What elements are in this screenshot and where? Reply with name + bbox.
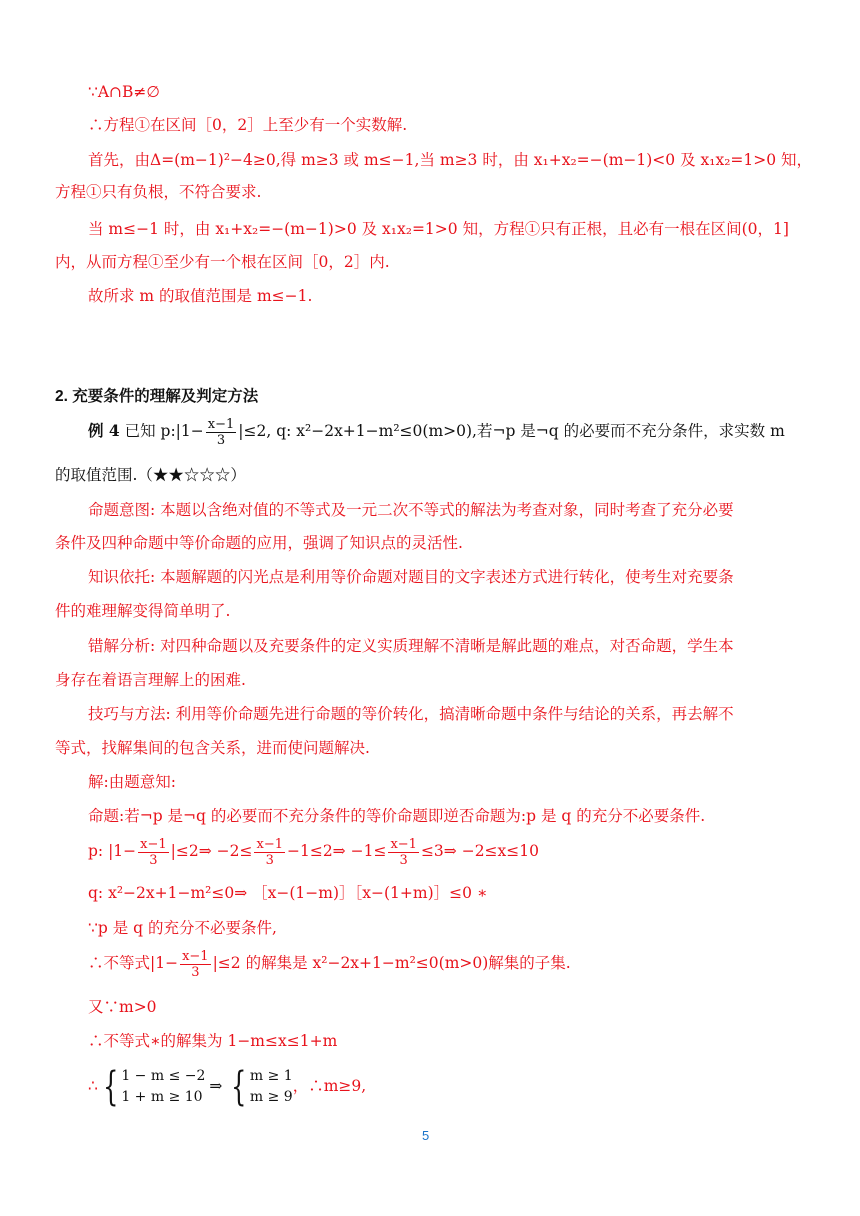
intent-text: 命题意图: 本题以含绝对值的不等式及一元二次不等式的解法为考查对象，同时考查了充分必要 bbox=[88, 501, 734, 519]
text-line: 内，从而方程①至少有一个根在区间［0，2］内. bbox=[55, 253, 390, 271]
solution-text: ∴不等式|1− $\frac{x-1}{3}$ |≤2 的解集是 x²−2x+1−m²≤0(m>0)解集的子集. bbox=[88, 948, 571, 980]
knowledge-text: 件的难理解变得简单明了. bbox=[55, 602, 231, 620]
solution-p-derivation: p: |1− $\frac{x-1}{3}$ |≤2⇒ −2≤ $\frac{x-1}{3}$ −1≤2⇒ −1≤ $\frac{x-1}{3}$ ≤3⇒ −2≤x≤10 bbox=[88, 836, 539, 868]
fraction: $\frac{x-1}{3}$ bbox=[256, 836, 283, 868]
example-text: |≤2, q: x²−2x+1−m²≤0(m>0),若¬p 是¬q 的必要而不充分条件，求实数 m bbox=[238, 422, 785, 440]
error-analysis-text: 错解分析: 对四种命题以及充要条件的定义实质理解不清晰是解此题的难点，对否命题，学生本 bbox=[88, 637, 734, 655]
solution-text: 解:由题意知: bbox=[88, 773, 176, 791]
solution-text: ∴不等式∗的解集为 1−m≤x≤1+m bbox=[88, 1032, 338, 1050]
section-heading: 2. 充要条件的理解及判定方法 bbox=[55, 388, 259, 405]
solution-q-derivation: q: x²−2x+1−m²≤0⇒ ［x−(1−m)］［x−(1+m)］≤0 ∗ bbox=[88, 884, 488, 902]
intent-text: 条件及四种命题中等价命题的应用，强调了知识点的灵活性. bbox=[55, 534, 463, 552]
example-label: 例 4 bbox=[88, 421, 120, 440]
text-line: 首先，由Δ=(m−1)²−4≥0,得 m≥3 或 m≤−1,当 m≥3 时，由 x₁+x₂=−(m−1)<0 及 x₁x₂=1>0 知， bbox=[88, 151, 813, 169]
text-line: 当 m≤−1 时，由 x₁+x₂=−(m−1)>0 及 x₁x₂=1>0 知，方程①只有正根，且必有一根在区间(0，1] bbox=[88, 220, 789, 238]
fraction: $\frac{x-1}{3}$ bbox=[140, 836, 167, 868]
skill-text: 等式，找解集间的包含关系，进而使问题解决. bbox=[55, 739, 370, 757]
fraction: $\frac{x-1}{3}$ bbox=[390, 836, 417, 868]
page-number: 5 bbox=[422, 1128, 430, 1143]
text-line: ∴方程①在区间［0，2］上至少有一个实数解. bbox=[88, 116, 408, 134]
text-line: ∵A∩B≠∅ bbox=[88, 83, 160, 101]
solution-text: 命题:若¬p 是¬q 的必要而不充分条件的等价命题即逆否命题为:p 是 q 的充分不必要条件. bbox=[88, 807, 706, 825]
solution-text: 又∵m>0 bbox=[88, 998, 157, 1016]
knowledge-text: 知识依托: 本题解题的闪光点是利用等价命题对题目的文字表述方式进行转化，使考生对充要条 bbox=[88, 568, 734, 586]
fraction: $\frac{x-1}{3}$ bbox=[207, 416, 235, 448]
inequality-system: ∴ { 1 − m ≤ −2 1 + m ≥ 10 ⇒ { m ≥ 1 m ≥ 9 ，∴m≥9, bbox=[88, 1064, 367, 1110]
skill-text: 技巧与方法: 利用等价命题先进行命题的等价转化，搞清晰命题中条件与结论的关系，再去解不 bbox=[88, 705, 734, 723]
system-left: 1 − m ≤ −2 1 + m ≥ 10 bbox=[121, 1068, 206, 1105]
example-statement bbox=[88, 413, 785, 449]
text-line: 方程①只有负根，不符合要求. bbox=[55, 183, 262, 201]
error-analysis-text: 身存在着语言理解上的困难. bbox=[55, 671, 246, 689]
system-right: m ≥ 1 m ≥ 9 bbox=[249, 1068, 293, 1105]
example-text: 已知 p:|1− bbox=[119, 422, 204, 440]
left-brace: { bbox=[102, 1064, 119, 1110]
solution-text: ∵p 是 q 的充分不必要条件, bbox=[88, 919, 277, 937]
example-text: 的取值范围.（★★☆☆☆） bbox=[55, 466, 246, 484]
fraction: $\frac{x-1}{3}$ bbox=[182, 948, 209, 980]
text-line: 故所求 m 的取值范围是 m≤−1. bbox=[88, 287, 313, 305]
left-brace: { bbox=[231, 1064, 247, 1110]
